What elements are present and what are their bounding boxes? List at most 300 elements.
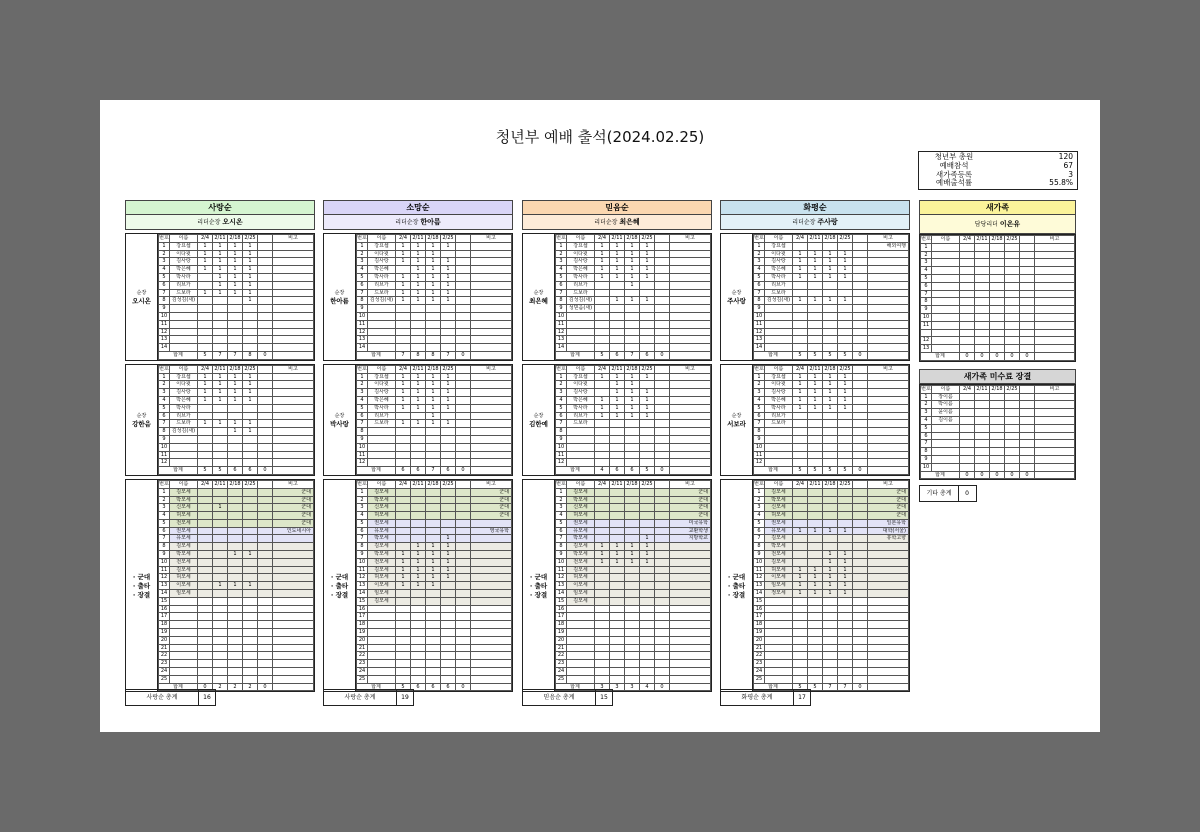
attendance-cell[interactable]	[960, 455, 975, 463]
attendance-cell[interactable]: 1	[595, 558, 610, 566]
attendance-cell[interactable]	[960, 337, 975, 345]
note-cell[interactable]	[1035, 313, 1075, 321]
attendance-cell[interactable]	[1005, 243, 1020, 251]
attendance-cell[interactable]: 1	[808, 590, 823, 598]
attendance-cell[interactable]	[441, 305, 456, 313]
attendance-cell[interactable]	[595, 629, 610, 637]
note-cell[interactable]	[273, 629, 314, 637]
attendance-cell[interactable]: 1	[213, 289, 228, 297]
attendance-cell[interactable]	[213, 320, 228, 328]
note-cell[interactable]	[273, 412, 314, 420]
note-cell[interactable]	[273, 266, 314, 274]
attendance-cell[interactable]: 1	[595, 373, 610, 381]
note-cell[interactable]	[868, 266, 909, 274]
attendance-cell[interactable]	[960, 243, 975, 251]
attendance-cell[interactable]: 1	[441, 266, 456, 274]
attendance-cell[interactable]: 1	[396, 297, 411, 305]
attendance-cell[interactable]	[838, 652, 853, 660]
attendance-cell[interactable]	[793, 558, 808, 566]
attendance-cell[interactable]	[213, 336, 228, 344]
extra-cell[interactable]	[655, 258, 670, 266]
attendance-cell[interactable]: 1	[823, 381, 838, 389]
attendance-cell[interactable]	[823, 305, 838, 313]
attendance-cell[interactable]	[793, 636, 808, 644]
extra-cell[interactable]	[655, 281, 670, 289]
note-cell[interactable]	[868, 451, 909, 459]
member-name[interactable]	[170, 451, 198, 459]
note-cell[interactable]: 인도네시아	[273, 527, 314, 535]
attendance-cell[interactable]: 1	[426, 551, 441, 559]
note-cell[interactable]	[471, 675, 512, 683]
attendance-cell[interactable]	[625, 344, 640, 352]
extra-cell[interactable]	[853, 381, 868, 389]
note-cell[interactable]: 미국유학	[670, 519, 711, 527]
attendance-cell[interactable]: 1	[640, 389, 655, 397]
attendance-cell[interactable]: 1	[441, 404, 456, 412]
attendance-cell[interactable]	[793, 543, 808, 551]
extra-cell[interactable]	[853, 519, 868, 527]
member-name[interactable]: 박모세	[567, 551, 595, 559]
attendance-cell[interactable]	[838, 605, 853, 613]
attendance-cell[interactable]	[213, 344, 228, 352]
attendance-cell[interactable]	[198, 273, 213, 281]
attendance-cell[interactable]: 1	[426, 242, 441, 250]
attendance-cell[interactable]	[838, 242, 853, 250]
attendance-cell[interactable]	[975, 424, 990, 432]
attendance-cell[interactable]	[396, 443, 411, 451]
member-name[interactable]: 전모세	[368, 558, 396, 566]
extra-cell[interactable]	[655, 336, 670, 344]
member-name[interactable]	[368, 621, 396, 629]
extra-cell[interactable]	[456, 420, 471, 428]
attendance-cell[interactable]	[838, 344, 853, 352]
attendance-cell[interactable]	[610, 336, 625, 344]
member-name[interactable]	[170, 305, 198, 313]
note-cell[interactable]	[273, 242, 314, 250]
extra-cell[interactable]	[655, 420, 670, 428]
member-name[interactable]: 박사라	[368, 273, 396, 281]
note-cell[interactable]	[273, 574, 314, 582]
attendance-cell[interactable]	[228, 535, 243, 543]
attendance-cell[interactable]	[595, 459, 610, 467]
extra-cell[interactable]	[655, 582, 670, 590]
note-cell[interactable]	[1035, 401, 1075, 409]
attendance-cell[interactable]	[823, 644, 838, 652]
attendance-cell[interactable]: 1	[610, 558, 625, 566]
attendance-cell[interactable]	[838, 443, 853, 451]
attendance-cell[interactable]	[625, 644, 640, 652]
extra-cell[interactable]	[853, 660, 868, 668]
attendance-cell[interactable]	[990, 416, 1005, 424]
attendance-cell[interactable]: 1	[396, 582, 411, 590]
note-cell[interactable]: 교환학생	[670, 527, 711, 535]
note-cell[interactable]	[670, 644, 711, 652]
extra-cell[interactable]	[853, 535, 868, 543]
attendance-cell[interactable]	[838, 535, 853, 543]
note-cell[interactable]	[471, 428, 512, 436]
attendance-cell[interactable]: 1	[595, 250, 610, 258]
attendance-cell[interactable]	[213, 574, 228, 582]
attendance-cell[interactable]: 1	[426, 566, 441, 574]
member-name[interactable]	[567, 443, 595, 451]
note-cell[interactable]	[273, 336, 314, 344]
attendance-cell[interactable]	[198, 613, 213, 621]
extra-cell[interactable]	[655, 396, 670, 404]
attendance-cell[interactable]: 1	[411, 551, 426, 559]
extra-cell[interactable]	[456, 328, 471, 336]
attendance-cell[interactable]	[610, 535, 625, 543]
attendance-cell[interactable]: 1	[610, 381, 625, 389]
attendance-cell[interactable]	[793, 281, 808, 289]
note-cell[interactable]	[670, 435, 711, 443]
attendance-cell[interactable]	[1005, 409, 1020, 417]
attendance-cell[interactable]: 1	[838, 590, 853, 598]
attendance-cell[interactable]	[808, 504, 823, 512]
extra-cell[interactable]	[258, 558, 273, 566]
member-name[interactable]	[567, 636, 595, 644]
attendance-cell[interactable]	[228, 459, 243, 467]
member-name[interactable]: 박모세	[368, 496, 396, 504]
member-name[interactable]	[765, 605, 793, 613]
extra-cell[interactable]	[853, 668, 868, 676]
attendance-cell[interactable]	[990, 409, 1005, 417]
member-name[interactable]	[170, 644, 198, 652]
member-name[interactable]: 박사라	[765, 273, 793, 281]
extra-cell[interactable]	[1020, 345, 1035, 353]
attendance-cell[interactable]	[640, 566, 655, 574]
member-name[interactable]: 박사라	[567, 404, 595, 412]
attendance-cell[interactable]: 1	[228, 242, 243, 250]
extra-cell[interactable]	[258, 435, 273, 443]
attendance-cell[interactable]	[198, 675, 213, 683]
attendance-cell[interactable]	[213, 558, 228, 566]
attendance-cell[interactable]	[640, 420, 655, 428]
extra-cell[interactable]	[853, 336, 868, 344]
attendance-cell[interactable]	[823, 459, 838, 467]
note-cell[interactable]	[471, 336, 512, 344]
attendance-cell[interactable]	[625, 660, 640, 668]
attendance-cell[interactable]	[595, 297, 610, 305]
attendance-cell[interactable]: 1	[396, 273, 411, 281]
member-name[interactable]: 성믿음(새)	[567, 305, 595, 313]
note-cell[interactable]	[670, 336, 711, 344]
attendance-cell[interactable]: 1	[595, 412, 610, 420]
attendance-cell[interactable]	[823, 512, 838, 520]
member-name[interactable]: 박은혜	[368, 266, 396, 274]
member-name[interactable]: 김성김(새)	[567, 297, 595, 305]
attendance-cell[interactable]	[595, 488, 610, 496]
extra-cell[interactable]	[853, 281, 868, 289]
attendance-cell[interactable]	[640, 305, 655, 313]
attendance-cell[interactable]: 1	[793, 266, 808, 274]
attendance-cell[interactable]: 1	[823, 558, 838, 566]
note-cell[interactable]	[471, 281, 512, 289]
extra-cell[interactable]	[655, 305, 670, 313]
attendance-cell[interactable]	[625, 289, 640, 297]
extra-cell[interactable]	[456, 297, 471, 305]
extra-cell[interactable]	[456, 597, 471, 605]
attendance-cell[interactable]	[243, 451, 258, 459]
member-name[interactable]	[765, 644, 793, 652]
attendance-cell[interactable]	[975, 321, 990, 329]
extra-cell[interactable]	[456, 660, 471, 668]
attendance-cell[interactable]	[808, 443, 823, 451]
extra-cell[interactable]	[853, 621, 868, 629]
attendance-cell[interactable]	[793, 629, 808, 637]
note-cell[interactable]	[868, 551, 909, 559]
attendance-cell[interactable]	[793, 535, 808, 543]
note-cell[interactable]	[868, 582, 909, 590]
attendance-cell[interactable]	[228, 527, 243, 535]
attendance-cell[interactable]	[793, 597, 808, 605]
extra-cell[interactable]	[258, 289, 273, 297]
extra-cell[interactable]	[1020, 432, 1035, 440]
member-name[interactable]: 박사라	[170, 404, 198, 412]
attendance-cell[interactable]	[198, 629, 213, 637]
attendance-cell[interactable]: 1	[243, 420, 258, 428]
attendance-cell[interactable]	[838, 428, 853, 436]
attendance-cell[interactable]	[823, 281, 838, 289]
note-cell[interactable]	[670, 297, 711, 305]
attendance-cell[interactable]	[243, 328, 258, 336]
attendance-cell[interactable]	[595, 320, 610, 328]
attendance-cell[interactable]	[1005, 306, 1020, 314]
note-cell[interactable]	[670, 312, 711, 320]
attendance-cell[interactable]: 1	[595, 266, 610, 274]
attendance-cell[interactable]	[411, 613, 426, 621]
note-cell[interactable]	[868, 336, 909, 344]
attendance-cell[interactable]	[793, 512, 808, 520]
extra-cell[interactable]	[258, 404, 273, 412]
note-cell[interactable]: 군대	[670, 504, 711, 512]
extra-cell[interactable]	[1020, 463, 1035, 471]
attendance-cell[interactable]: 1	[640, 412, 655, 420]
note-cell[interactable]	[273, 621, 314, 629]
member-name[interactable]: 강요셉	[567, 373, 595, 381]
attendance-cell[interactable]	[625, 652, 640, 660]
attendance-cell[interactable]	[640, 381, 655, 389]
attendance-cell[interactable]	[610, 636, 625, 644]
note-cell[interactable]	[273, 535, 314, 543]
attendance-cell[interactable]: 1	[396, 242, 411, 250]
extra-cell[interactable]	[456, 266, 471, 274]
attendance-cell[interactable]	[396, 512, 411, 520]
member-name[interactable]: 허모세	[567, 512, 595, 520]
attendance-cell[interactable]	[595, 289, 610, 297]
attendance-cell[interactable]	[243, 443, 258, 451]
member-name[interactable]: 박은혜	[765, 266, 793, 274]
attendance-cell[interactable]	[213, 435, 228, 443]
attendance-cell[interactable]	[441, 605, 456, 613]
note-cell[interactable]	[471, 273, 512, 281]
attendance-cell[interactable]	[975, 267, 990, 275]
note-cell[interactable]: 군대	[670, 512, 711, 520]
attendance-cell[interactable]	[990, 298, 1005, 306]
attendance-cell[interactable]: 1	[640, 396, 655, 404]
attendance-cell[interactable]	[228, 597, 243, 605]
note-cell[interactable]	[273, 543, 314, 551]
member-name[interactable]: 윤이름	[932, 409, 960, 417]
attendance-cell[interactable]	[640, 336, 655, 344]
attendance-cell[interactable]: 1	[595, 404, 610, 412]
attendance-cell[interactable]	[640, 435, 655, 443]
attendance-cell[interactable]	[640, 289, 655, 297]
note-cell[interactable]	[868, 660, 909, 668]
attendance-cell[interactable]	[396, 519, 411, 527]
attendance-cell[interactable]	[990, 440, 1005, 448]
note-cell[interactable]	[868, 590, 909, 598]
note-cell[interactable]: 군대	[868, 496, 909, 504]
attendance-cell[interactable]	[960, 393, 975, 401]
note-cell[interactable]	[273, 558, 314, 566]
attendance-cell[interactable]	[396, 344, 411, 352]
attendance-cell[interactable]	[975, 416, 990, 424]
extra-cell[interactable]	[456, 488, 471, 496]
note-cell[interactable]	[471, 258, 512, 266]
attendance-cell[interactable]	[213, 621, 228, 629]
attendance-cell[interactable]	[640, 488, 655, 496]
member-name[interactable]: 박모세	[765, 496, 793, 504]
member-name[interactable]	[368, 328, 396, 336]
attendance-cell[interactable]: 1	[808, 250, 823, 258]
extra-cell[interactable]	[655, 636, 670, 644]
attendance-cell[interactable]	[975, 274, 990, 282]
member-name[interactable]	[932, 282, 960, 290]
attendance-cell[interactable]	[396, 504, 411, 512]
attendance-cell[interactable]	[975, 393, 990, 401]
attendance-cell[interactable]: 1	[793, 250, 808, 258]
attendance-cell[interactable]	[1005, 282, 1020, 290]
attendance-cell[interactable]	[198, 435, 213, 443]
note-cell[interactable]	[868, 312, 909, 320]
attendance-cell[interactable]: 1	[228, 289, 243, 297]
extra-cell[interactable]	[655, 459, 670, 467]
attendance-cell[interactable]	[228, 590, 243, 598]
attendance-cell[interactable]: 1	[411, 543, 426, 551]
attendance-cell[interactable]: 1	[838, 558, 853, 566]
attendance-cell[interactable]: 1	[411, 574, 426, 582]
attendance-cell[interactable]	[595, 344, 610, 352]
attendance-cell[interactable]	[975, 448, 990, 456]
attendance-cell[interactable]	[610, 629, 625, 637]
attendance-cell[interactable]	[228, 574, 243, 582]
extra-cell[interactable]	[853, 242, 868, 250]
attendance-cell[interactable]	[426, 504, 441, 512]
extra-cell[interactable]	[456, 496, 471, 504]
member-name[interactable]: 전모세	[765, 551, 793, 559]
extra-cell[interactable]	[456, 344, 471, 352]
member-name[interactable]: 강요셉	[368, 242, 396, 250]
attendance-cell[interactable]: 1	[595, 396, 610, 404]
attendance-cell[interactable]	[838, 512, 853, 520]
attendance-cell[interactable]	[625, 597, 640, 605]
attendance-cell[interactable]	[198, 504, 213, 512]
member-name[interactable]	[765, 320, 793, 328]
extra-cell[interactable]	[853, 551, 868, 559]
attendance-cell[interactable]: 1	[441, 373, 456, 381]
extra-cell[interactable]	[456, 504, 471, 512]
attendance-cell[interactable]	[441, 336, 456, 344]
member-name[interactable]: 김사랑	[567, 258, 595, 266]
member-name[interactable]: 장이름	[932, 393, 960, 401]
attendance-cell[interactable]	[396, 459, 411, 467]
attendance-cell[interactable]	[823, 344, 838, 352]
attendance-cell[interactable]	[411, 305, 426, 313]
attendance-cell[interactable]: 1	[625, 250, 640, 258]
member-name[interactable]	[932, 274, 960, 282]
attendance-cell[interactable]	[625, 574, 640, 582]
extra-cell[interactable]	[1020, 321, 1035, 329]
note-cell[interactable]	[273, 250, 314, 258]
extra-cell[interactable]	[258, 328, 273, 336]
attendance-cell[interactable]: 1	[396, 389, 411, 397]
attendance-cell[interactable]	[793, 428, 808, 436]
attendance-cell[interactable]: 1	[610, 373, 625, 381]
note-cell[interactable]	[1035, 393, 1075, 401]
note-cell[interactable]	[471, 566, 512, 574]
attendance-cell[interactable]	[426, 605, 441, 613]
attendance-cell[interactable]: 1	[823, 404, 838, 412]
attendance-cell[interactable]: 1	[610, 266, 625, 274]
attendance-cell[interactable]: 1	[838, 250, 853, 258]
attendance-cell[interactable]	[625, 636, 640, 644]
attendance-cell[interactable]	[411, 597, 426, 605]
attendance-cell[interactable]	[396, 496, 411, 504]
member-name[interactable]: 강요셉	[368, 373, 396, 381]
attendance-cell[interactable]: 1	[441, 273, 456, 281]
attendance-cell[interactable]	[228, 652, 243, 660]
attendance-cell[interactable]	[838, 412, 853, 420]
attendance-cell[interactable]	[640, 574, 655, 582]
note-cell[interactable]	[471, 443, 512, 451]
attendance-cell[interactable]: 1	[625, 242, 640, 250]
attendance-cell[interactable]	[625, 443, 640, 451]
extra-cell[interactable]	[853, 613, 868, 621]
attendance-cell[interactable]	[213, 543, 228, 551]
note-cell[interactable]	[471, 420, 512, 428]
attendance-cell[interactable]	[1005, 416, 1020, 424]
attendance-cell[interactable]	[243, 605, 258, 613]
attendance-cell[interactable]: 1	[228, 266, 243, 274]
attendance-cell[interactable]: 1	[411, 558, 426, 566]
note-cell[interactable]	[868, 668, 909, 676]
attendance-cell[interactable]	[213, 519, 228, 527]
extra-cell[interactable]	[655, 496, 670, 504]
note-cell[interactable]	[273, 435, 314, 443]
attendance-cell[interactable]: 1	[823, 266, 838, 274]
attendance-cell[interactable]	[198, 621, 213, 629]
attendance-cell[interactable]	[411, 328, 426, 336]
note-cell[interactable]	[273, 281, 314, 289]
extra-cell[interactable]	[456, 512, 471, 520]
attendance-cell[interactable]	[823, 420, 838, 428]
attendance-cell[interactable]	[228, 451, 243, 459]
attendance-cell[interactable]	[228, 629, 243, 637]
member-name[interactable]: 김성김(새)	[170, 297, 198, 305]
attendance-cell[interactable]	[975, 409, 990, 417]
attendance-cell[interactable]: 1	[426, 250, 441, 258]
note-cell[interactable]	[273, 451, 314, 459]
attendance-cell[interactable]	[625, 320, 640, 328]
attendance-cell[interactable]: 1	[823, 590, 838, 598]
attendance-cell[interactable]: 1	[396, 258, 411, 266]
attendance-cell[interactable]: 1	[441, 281, 456, 289]
attendance-cell[interactable]	[823, 312, 838, 320]
attendance-cell[interactable]	[243, 344, 258, 352]
note-cell[interactable]	[868, 420, 909, 428]
extra-cell[interactable]	[853, 404, 868, 412]
attendance-cell[interactable]	[610, 320, 625, 328]
